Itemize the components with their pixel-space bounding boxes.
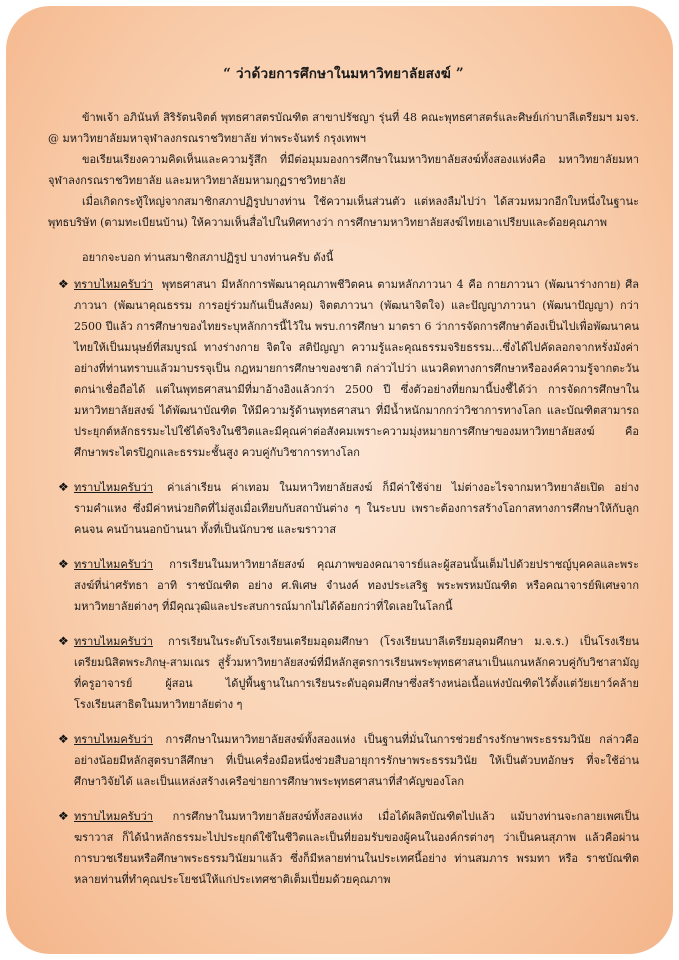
document-title: “ ว่าด้วยการศึกษาในมหาวิทยาลัยสงฆ์ ” <box>223 66 464 82</box>
bullet-item-4 <box>48 631 639 715</box>
bullet-text: การเรียนในระดับโรงเรียนเตรียมอุดมศึกษา (โรงเรียนบาลีเตรียมอุดมศึกษา ม.จ.ร.) เป็นโรงเรียนเตรียมนิสิตพระภิกษุ-สามเณร สู่รั้วมหาวิทยาลัยสงฆ์ที่มีหลักสูตรการเรียนพระพุทธศาสนาเป็นแกนหลักควบคู่กับวิชาสามัญ ที่ครูอาจารย์ ผู้สอน ได้ปูพื้นฐานในการเรียนระดับอุดมศึกษาซึ่งสร้างหน่อเนื้อแห่งบัณฑิตไว้ตั้งแต่วัยเยาว์คล้ายโรงเรียนสาธิตในมหาวิทยาลัยต่าง ๆ <box>74 635 639 711</box>
bullet-item-5 <box>48 729 639 792</box>
bullet-heading: ทราบไหมครับว่า <box>74 733 153 746</box>
diamond-bullet-icon: ❖ <box>58 732 69 746</box>
bullet-item-2 <box>48 477 639 540</box>
diamond-bullet-icon: ❖ <box>58 277 69 291</box>
bullet-text: การศึกษาในมหาวิทยาลัยสงฆ์ทั้งสองแห่ง เมื่อได้ผลิตบัณฑิตไปแล้ว แม้บางท่านจะกลายเพศเป็นฆราวาส ก็ได้นำหลักธรรมะไปประยุกต์ใช้ในชีวิตและเป็นที่ยอมรับของผู้คนในองค์กรต่างๆ ว่าเป็นคนสุภาพ แล้วคือผ่านการบวชเรียนหรือศึกษาพระธรรมวินัยมาแล้ว ซึ่งก็มีหลายท่านในประเทศนี้อย่าง ท่านสมภาร พรมทา หรือ ราชบัณฑิตหลายท่านที่ทำคุณประโยชน์ให้แก่ประเทศชาติเต็มเปี่ยมด้วยคุณภาพ <box>74 810 640 886</box>
bullet-item-3 <box>48 554 639 617</box>
paragraph-author: ข้าพเจ้า อภินันท์ สิริรัตนจิตต์ พุทธศาสตรบัณฑิต สาขาปรัชญา รุ่นที่ 48 คณะพุทธศาสตร์และศิษย์เก่าบาลีเตรียมฯ มจร. @ มหาวิทยาลัยมหาจุฬาลงกรณราชวิทยาลัย ท่าพระจันทร์ กรุงเทพฯ <box>48 111 639 145</box>
bullet-text: พุทธศาสนา มีหลักการพัฒนาคุณภาพชีวิตคน ตามหลักภาวนา 4 คือ กายภาวนา (พัฒนาร่างกาย) ศีลภาวนา (พัฒนาคุณธรรม การอยู่ร่วมกันเป็นสังคม) จิตตภาวนา (พัฒนาจิตใจ) และปัญญาภาวนา (พัฒนาปัญญา) กว่า 2500 ปีแล้ว การศึกษาของไทยระบุหลักการนี้ไว้ใน พรบ.การศึกษา มาตรา 6 ว่าการจัดการศึกษาต้องเป็นไปเพื่อพัฒนาคนไทยให้เป็นมนุษย์ที่สมบูรณ์ ทางร่างกาย จิตใจ สติปัญญา ความรู้และคุณธรรมจริยธรรม...ซึ่งได้ไปคัดลอกจากหรั่งมังค่าอย่างที่ท่านทราบแล้วมาบรรจุเป็น กฎหมายการศึกษาของชาติ กล่าวไปว่า แนวคิดทางการศึกษาหรือองค์ความรู้จากตะวันตกน่าเชื่อถือได้ แต่ในพุทธศาสนามีที่มาอ้างอิงแล้วกว่า 2500 ปี ซึ่งตัวอย่างที่ยกมานี้บ่งชี้ได้ว่า การจัดการศึกษาในมหาวิทยาลัยสงฆ์ ได้พัฒนาบัณฑิต ให้มีความรู้ด้านพุทธศาสนา ที่มีน้ำหนักมากกว่าวิชาการทางโลก และบัณฑิตสามารถประยุกต์หลักธรรมะไปใช้ได้จริงในชีวิตและมีคุณค่าต่อสังคมเพราะความมุ่งหมายการศึกษาของมหาวิทยาลัยสงฆ์ คือ ศึกษาพระไตรปิฎกและธรรมะชั้นสูง ควบคู่กับวิชาการทางโลก <box>74 278 640 459</box>
document-card <box>6 6 673 954</box>
bullet-item-6 <box>48 806 639 890</box>
bullet-text: การศึกษาในมหาวิทยาลัยสงฆ์ทั้งสองแห่ง เป็นฐานที่มั่นในการช่วยธำรงรักษาพระธรรมวินัย กล่าวคือ อย่างน้อยมีหลักสูตรบาลีศึกษา ที่เป็นเครื่องมือหนึ่งช่วยสืบอายุการรักษาพระธรรมวินัย ให้เป็นตัวบทอักษร ที่จะใช้อ่านศึกษาวิจัยได้ และเป็นแหล่งสร้างเครือข่ายการศึกษาพระพุทธศาสนาที่สำคัญของโลก <box>74 733 639 788</box>
diamond-bullet-icon: ❖ <box>58 557 69 571</box>
spacer <box>48 233 639 247</box>
paragraph-context: เมื่อเกิดกระทู้ใหญ่จากสมาชิกสภาปฏิรูปบางท่าน ใช้ความเห็นส่วนตัว แต่หลงลืมไปว่า ได้สวมหมวกอีกใบหนึ่งในฐานะพุทธบริษัท (ตามทะเบียนบ้าน) ให้ความเห็นสื่อไปในทิศทางว่า การศึกษามหาวิทยาลัยสงฆ์ไทยเอาเปรียบและด้อยคุณภาพ <box>48 195 639 229</box>
diamond-bullet-icon: ❖ <box>58 809 69 823</box>
bullet-text: การเรียนในมหาวิทยาลัยสงฆ์ คุณภาพของคณาจารย์และผู้สอนนั้นเต็มไปด้วยปราชญ์บุคคลและพระสงฆ์ที่น่าศรัทธา อาทิ ราชบัณฑิต อย่าง ศ.พิเศษ จำนงค์ ทองประเสริฐ พระพรหมบัณฑิต หรือคณาจารย์พิเศษจากมหาวิทยาลัยต่างๆ ที่มีคุณวุฒิและประสบการณ์มากไม่ได้ด้อยกว่าที่ใดเลยในโลกนี้ <box>74 558 639 613</box>
bullet-item-1 <box>48 274 639 463</box>
bullet-heading: ทราบไหมครับว่า <box>74 635 153 648</box>
paragraph-intro: อยากจะบอก ท่านสมาชิกสภาปฏิรูป บางท่านครับ ดังนี้ <box>82 251 334 264</box>
bullet-heading: ทราบไหมครับว่า <box>74 810 153 823</box>
bullet-heading: ทราบไหมครับว่า <box>74 481 153 494</box>
diamond-bullet-icon: ❖ <box>58 480 69 494</box>
bullet-text: ค่าเล่าเรียน ค่าเทอม ในมหาวิทยาลัยสงฆ์ ก็มีค่าใช้จ่าย ไม่ต่างอะไรจากมหาวิทยาลัยเปิด อย่าง รามคำแหง ซึ่งมีค่าหน่วยกิตที่ไม่สูงเมื่อเทียบกับสถาบันต่าง ๆ ในระบบ เพราะต้องการสร้างโอกาสทางการศึกษาให้กับลูกคนจน คนบ้านนอกบ้านนา ทั้งที่เป็นนักบวช และฆราวาส <box>74 481 639 536</box>
diamond-bullet-icon: ❖ <box>58 634 69 648</box>
bullet-heading: ทราบไหมครับว่า <box>74 558 153 571</box>
paragraph-opinion: ขอเรียนเรียงความคิดเห็นและความรู้สึก ที่มีต่อมุมมองการศึกษาในมหาวิทยาลัยสงฆ์ทั้งสองแห่งคือ มหาวิทยาลัยมหาจุฬาลงกรณราชวิทยาลัย และมหาวิทยาลัยมหามกุฏราชวิทยาลัย <box>48 153 639 187</box>
bullet-heading: ทราบไหมครับว่า <box>74 278 153 291</box>
